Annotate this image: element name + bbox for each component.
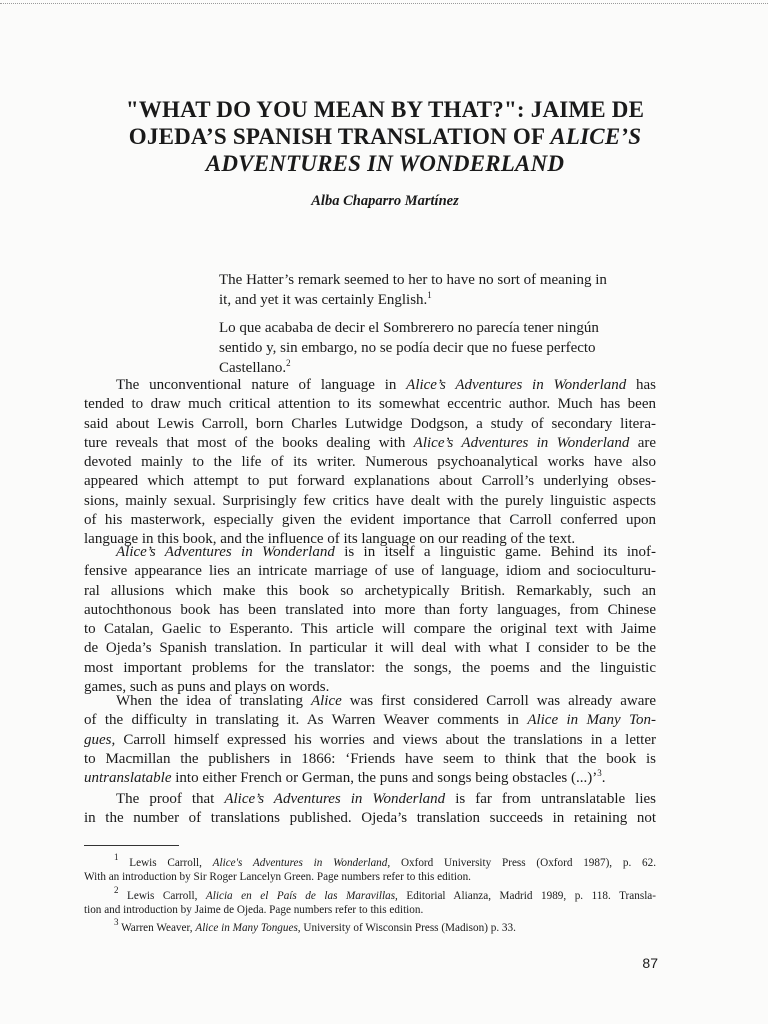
paragraph-4: The proof that Alice’s Adventures in Wonderland is far from untranslatable lies in the number of translations published. Ojeda’s translation succeeds in retaining not xyxy=(84,791,657,827)
footnote-2: $^2$ Lewis Carroll, Alicia en el País de las Maravillas, Editorial Alianza, Madrid 1989, p. 118. Transla- tion and introduction by Jaime de Ojeda. Page numbers refer to this edition. xyxy=(84,885,656,916)
paragraph-2: Alice’s Adventures in Wonderland is in itself a linguistic game. Behind its inof- fensive appearance lies an intricate marriage of use of language, idiom and socioculturu- ral allusions which make this book so archetypically British. Remarkably, such an autochthonous book has been translated into more than forty languages, from Chinese to Catalan, Gaelic to Esperanto. This article will compare the original text with Jaime de Ojeda’s Spanish translation. In particular it will deal with what I consider to be the most important problems for the translator: the songs, the poems and the linguistic games, such as puns and plays on words. xyxy=(84,544,656,696)
page-number: 87 xyxy=(642,955,658,971)
epigraph-english: The Hatter’s remark seemed to her to have no sort of meaning in it, and yet it was certainly English.$^1$ xyxy=(219,272,607,308)
scan-top-edge xyxy=(0,3,768,4)
footnote-1: $^1$ Lewis Carroll, Alice's Adventures in Wonderland, Oxford University Press (Oxford 1987), p. 62. With an introduction by Sir Roger Lancelyn Green. Page numbers refer to this edition. xyxy=(84,852,657,883)
title-line-3: ADVENTURES IN WONDERLAND xyxy=(205,151,565,176)
footnote-ref-2[interactable]: 2 xyxy=(286,358,291,368)
title-line-2: OJEDA’S SPANISH TRANSLATION OF ALICE’S xyxy=(128,124,642,149)
author-name: Alba Chaparro Martínez xyxy=(311,193,459,209)
footnote-separator xyxy=(84,845,179,846)
article-title xyxy=(80,96,690,177)
footnote-ref-1[interactable]: 1 xyxy=(427,290,432,300)
epigraph-spanish: Lo que acababa de decir el Sombrerero no parecía tener ningún sentido y, sin embargo, no se podía decir que no fuese perfecto Castellano.$^2$ xyxy=(219,320,599,376)
footnote-ref-3[interactable]: 3 xyxy=(597,768,602,779)
paragraph-3: When the idea of translating Alice was first considered Carroll was already aware of the difficulty in translating it. As Warren Weaver comments in Alice in Many Ton- gues, Carroll himself expressed his worries and views about the translations in a letter to Macmillan the publishers in 1866: ‘Friends have seem to think that the book is untranslatable into either French or German, the puns and songs being obstacles (...)’$^3$. xyxy=(84,693,657,787)
footnote-3: $^3$ Warren Weaver, Alice in Many Tongues, University of Wisconsin Press (Madison) p. 33. xyxy=(114,917,516,934)
paragraph-1: The unconventional nature of language in Alice’s Adventures in Wonderland has tended to draw much critical attention to its somewhat eccentric author. Much has been said about Lewis Carroll, born Charles Lutwidge Dodgson, a study of secondary litera- ture reveals that most of the books dealing with Alice’s Adventures in Wonderland are devoted mainly to the life of its writer. Numerous psychoanalytical works have also appeared which attempt to put forward explanations about Carroll’s underlying obses- sions, mainly sexual. Surprisingly few critics have dealt with the purely linguistic aspects of his masterwork, especially given the evident importance that Carroll conferred upon language in this book, and the influence of its language on our reading of the text. xyxy=(84,377,657,548)
title-line-1: "WHAT DO YOU MEAN BY THAT?": JAIME DE xyxy=(125,97,645,122)
